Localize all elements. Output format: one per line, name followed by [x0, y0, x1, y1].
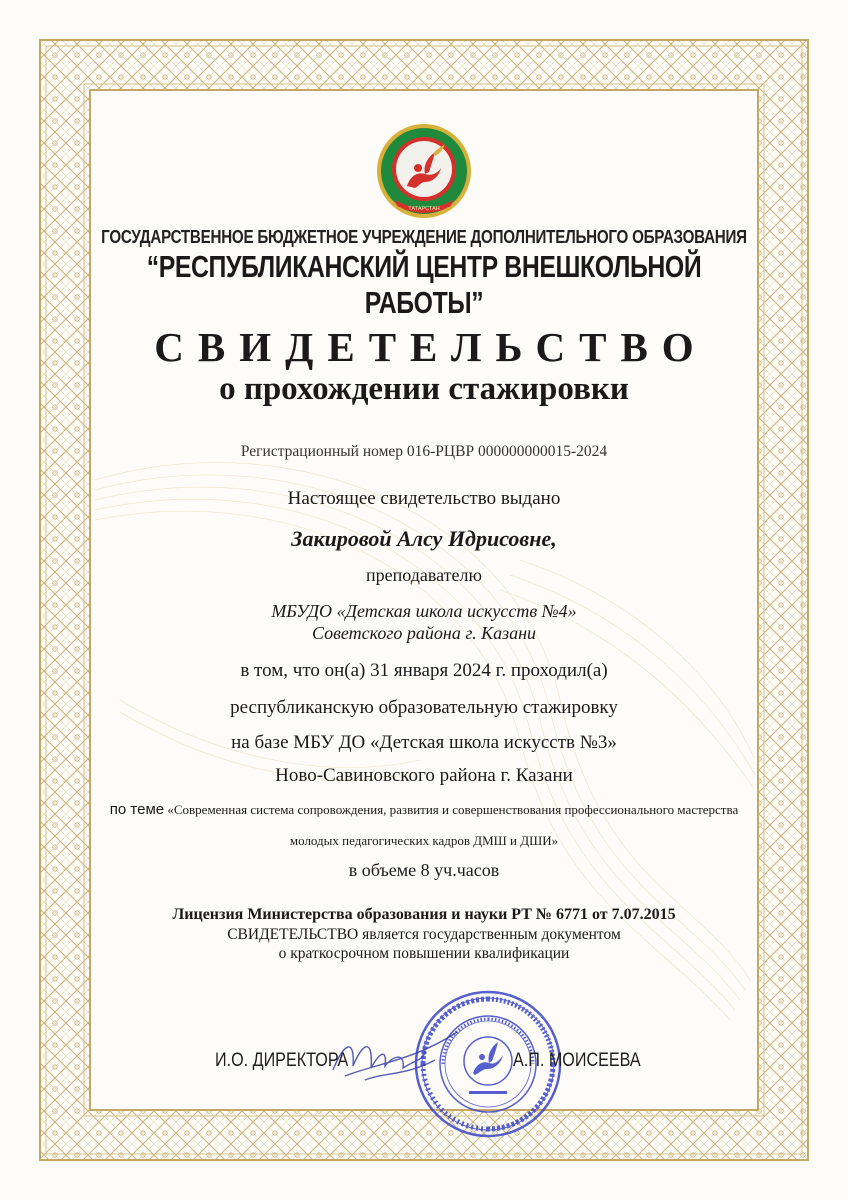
org-type-line: ГОСУДАРСТВЕННОЕ БЮДЖЕТНОЕ УЧРЕЖДЕНИЕ ДОПОЛНИТЕЛЬНОГО ОБРАЗОВАНИЯ	[101, 226, 747, 247]
license-line: Лицензия Министерства образования и науки РТ № 6771 от 7.07.2015	[172, 906, 676, 923]
topic-line-2: молодых педагогических кадров ДМШ и ДШИ»	[289, 833, 559, 848]
registration-number: Регистрационный номер 016-РЦВР 000000000015-2024	[240, 443, 608, 460]
certificate-subtitle: о прохождении стажировки	[219, 371, 629, 407]
body-line-4: Ново-Савиновского района г. Казани	[275, 765, 573, 786]
certificate-title: СВИДЕТЕЛЬСТВО	[154, 324, 708, 370]
body-line-2: республиканскую образовательную стажировку	[230, 697, 618, 718]
issued-to-label: Настоящее свидетельство выдано	[287, 488, 561, 509]
topic-line-1	[0, 802, 848, 817]
tatarstan-emblem-icon	[375, 122, 473, 220]
training-volume: в объеме 8 уч.часов	[348, 860, 500, 880]
director-name: А.П. МОИСЕЕВА	[513, 1050, 641, 1071]
recipient-school-line2: Советского района г. Казани	[311, 623, 537, 643]
org-name-line: “РЕСПУБЛИКАНСКИЙ ЦЕНТР ВНЕШКОЛЬНОЙ РАБОТЫ”	[146, 249, 702, 320]
document-status-line-2: о краткосрочном повышении квалификации	[278, 945, 570, 962]
topic-text-1: «Современная система сопровождения, развития и совершенствования профессионального мастерства	[167, 802, 739, 817]
body-line-3: на базе МБУ ДО «Детская школа искусств №3»	[231, 732, 617, 753]
body-line-1: в том, что он(а) 31 января 2024 г. проходил(а)	[240, 660, 608, 681]
stamp-emblem-icon	[464, 1037, 512, 1094]
emblem-ribbon-text: ТАТАРСТАН	[408, 206, 440, 212]
topic-lead: по теме	[109, 801, 165, 818]
document-status-line-1: СВИДЕТЕЛЬСТВО является государственным документом	[227, 926, 621, 943]
recipient-school-line1: МБУДО «Детская школа искусств №4»	[271, 601, 577, 621]
recipient-name: Закировой Алсу Идрисовне,	[291, 526, 557, 551]
director-title: И.О. ДИРЕКТОРА	[215, 1050, 349, 1071]
recipient-position: преподавателю	[366, 565, 482, 585]
